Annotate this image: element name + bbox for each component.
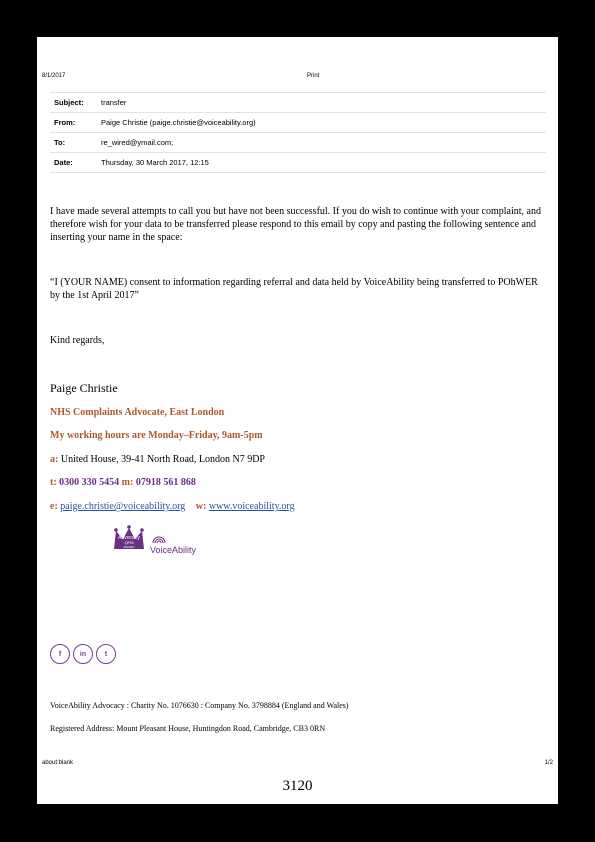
signature-role: NHS Complaints Advocate, East London	[50, 407, 225, 418]
facebook-icon[interactable]: f	[50, 644, 70, 664]
signature-name: Paige Christie	[50, 381, 118, 395]
to-row	[50, 132, 546, 152]
from-value: Paige Christie (paige.christie@voiceability.org)	[101, 118, 256, 127]
email-link[interactable]: paige.christie@voiceability.org	[60, 501, 186, 512]
signature-hours: My working hours are Monday–Friday, 9am-5pm	[50, 430, 263, 441]
subject-row	[50, 92, 546, 112]
from-row	[50, 112, 546, 132]
address-label: a:	[50, 454, 59, 465]
subject-value: transfer	[101, 98, 127, 107]
signature-address	[50, 454, 265, 465]
page-stamp-number: 3120	[282, 778, 313, 794]
mobile-label: m:	[121, 477, 134, 488]
twitter-icon[interactable]: t	[96, 644, 116, 664]
signature-links	[50, 501, 295, 512]
to-label: To:	[54, 138, 66, 147]
mobile-value: 07918 561 868	[135, 477, 196, 488]
to-value: re_wired@ymail.com;	[101, 138, 174, 147]
printed-page	[37, 37, 558, 804]
award-line-2: QPM	[124, 540, 134, 545]
web-link[interactable]: www.voiceability.org	[208, 501, 295, 512]
print-footer-url: about:blank	[42, 760, 74, 766]
social-links	[50, 644, 116, 664]
print-date: 8/1/2017	[42, 73, 66, 79]
voiceability-logo	[111, 523, 211, 563]
linkedin-icon[interactable]: in	[73, 644, 93, 664]
print-title: Print	[307, 73, 320, 79]
closing-text: Kind regards,	[50, 335, 105, 346]
web-label: w:	[195, 501, 207, 512]
email-label: e:	[50, 501, 58, 512]
footer-charity-line: VoiceAbility Advocacy : Charity No. 1076630 : Company No. 3798884 (England and Wales)	[50, 701, 349, 710]
print-footer-page: 1/2	[544, 760, 553, 766]
date-value: Thursday, 30 March 2017, 12:15	[101, 158, 209, 167]
subject-label: Subject:	[54, 98, 84, 107]
phone-label: t:	[50, 477, 57, 488]
phone-value: 0300 330 5454	[59, 477, 120, 488]
signature-phones	[50, 477, 196, 488]
footer-address-line: Registered Address: Mount Pleasant House, Huntingdon Road, Cambridge, CB3 0RN	[50, 724, 326, 733]
award-line-1: Advocacy	[118, 535, 140, 541]
address-value: United House, 39-41 North Road, London N7 9DP	[60, 454, 265, 465]
date-label: Date:	[54, 158, 73, 167]
body-paragraph-1: I have made several attempts to call you but have not been successful. If you do wish to continue with your complaint, and therefore wish for your data to be transferred please respond to this email by copy and pasting the following sentence and inserting your name in the space:	[50, 206, 541, 243]
date-row	[50, 152, 546, 173]
from-label: From:	[54, 118, 76, 127]
award-line-3: AWARD	[123, 545, 135, 549]
email-header-table	[50, 92, 546, 173]
body-paragraph-2: “I (YOUR NAME) consent to information regarding referral and data held by VoiceAbility being transferred to POhWER by the 1st April 2017”	[50, 277, 538, 301]
brand-name: VoiceAbility	[150, 545, 197, 555]
